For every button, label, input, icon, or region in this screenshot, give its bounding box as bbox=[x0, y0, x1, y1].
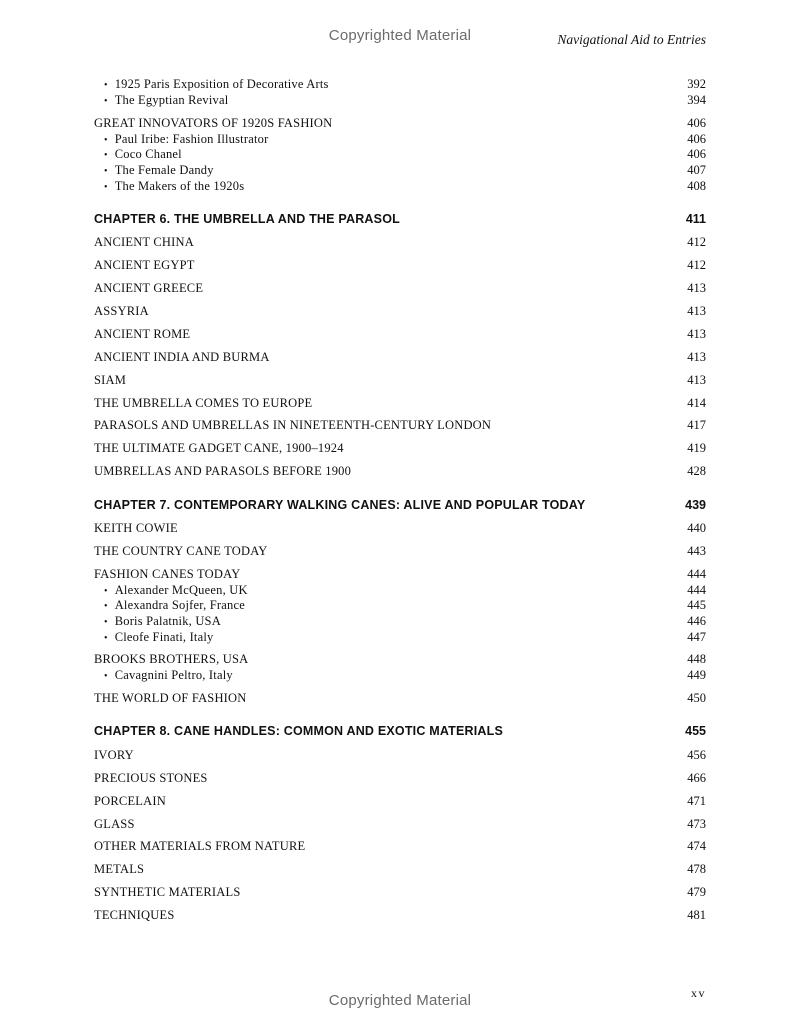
subentry bbox=[94, 178, 706, 194]
subentry bbox=[94, 613, 706, 629]
subentry bbox=[94, 92, 706, 108]
section-entry bbox=[94, 907, 706, 923]
entry-page-number: 412 bbox=[687, 258, 706, 272]
entry-title: • Coco Chanel bbox=[94, 146, 182, 164]
entry-page-number: 419 bbox=[687, 441, 706, 455]
entry-page-number: 406 bbox=[687, 147, 706, 161]
entry-page-number: 450 bbox=[687, 691, 706, 705]
entry-title: • Alexandra Sojfer, France bbox=[94, 597, 245, 615]
entry-title: • Cleofe Finati, Italy bbox=[94, 629, 213, 647]
entry-title: • The Female Dandy bbox=[94, 162, 214, 180]
section-entry bbox=[94, 651, 706, 667]
entry-page-number: 445 bbox=[687, 598, 706, 612]
entry-page-number: 444 bbox=[687, 567, 706, 581]
entry-page-number: 443 bbox=[687, 544, 706, 558]
entry-page-number: 414 bbox=[687, 396, 706, 410]
entry-title: THE WORLD OF FASHION bbox=[94, 691, 247, 705]
entry-page-number: 481 bbox=[687, 908, 706, 922]
entry-page-number: 479 bbox=[687, 885, 706, 899]
subentry bbox=[94, 76, 706, 92]
section-entry bbox=[94, 793, 706, 809]
entry-title: ANCIENT INDIA AND BURMA bbox=[94, 350, 270, 364]
entry-title: CHAPTER 7. CONTEMPORARY WALKING CANES: ALIVE AND POPULAR TODAY bbox=[94, 498, 586, 512]
entry-page-number: 417 bbox=[687, 418, 706, 432]
entry-title: • Alexander McQueen, UK bbox=[94, 582, 248, 600]
entry-page-number: 394 bbox=[687, 93, 706, 107]
entry-page-number: 411 bbox=[685, 212, 706, 226]
section-entry bbox=[94, 520, 706, 536]
subentry bbox=[94, 162, 706, 178]
copyright-watermark-bottom: Copyrighted Material bbox=[328, 992, 472, 1009]
section-entry bbox=[94, 326, 706, 342]
entry-page-number: 456 bbox=[687, 748, 706, 762]
section-entry bbox=[94, 770, 706, 786]
entry-title: TECHNIQUES bbox=[94, 908, 175, 922]
section-entry bbox=[94, 543, 706, 559]
entry-title: ANCIENT CHINA bbox=[94, 235, 194, 249]
entry-page-number: 439 bbox=[685, 498, 706, 512]
subentry bbox=[94, 131, 706, 147]
entry-title: • 1925 Paris Exposition of Decorative Arts bbox=[94, 76, 329, 94]
section-entry bbox=[94, 440, 706, 456]
running-head: Navigational Aid to Entries bbox=[557, 32, 706, 47]
section-entry bbox=[94, 417, 706, 433]
entry-page-number: 407 bbox=[687, 163, 706, 177]
entry-title: CHAPTER 8. CANE HANDLES: COMMON AND EXOTIC MATERIALS bbox=[94, 724, 504, 738]
entry-title: • Boris Palatnik, USA bbox=[94, 613, 221, 631]
entry-page-number: 413 bbox=[687, 373, 706, 387]
entry-page-number: 446 bbox=[687, 614, 706, 628]
entry-page-number: 478 bbox=[687, 862, 706, 876]
entry-title: IVORY bbox=[94, 748, 134, 762]
entry-title: • The Egyptian Revival bbox=[94, 92, 228, 110]
entry-title: BROOKS BROTHERS, USA bbox=[94, 652, 249, 666]
entry-title: GREAT INNOVATORS OF 1920S FASHION bbox=[94, 116, 333, 130]
section-entry bbox=[94, 115, 706, 131]
entry-page-number: 413 bbox=[687, 304, 706, 318]
section-entry bbox=[94, 372, 706, 388]
entry-page-number: 413 bbox=[687, 350, 706, 364]
entry-title: GLASS bbox=[94, 817, 135, 831]
chapter-entry bbox=[94, 723, 706, 739]
entry-title: OTHER MATERIALS FROM NATURE bbox=[94, 839, 306, 853]
entry-page-number: 466 bbox=[687, 771, 706, 785]
entry-page-number: 428 bbox=[687, 464, 706, 478]
section-entry bbox=[94, 463, 706, 479]
entry-page-number: 440 bbox=[687, 521, 706, 535]
entry-page-number: 449 bbox=[687, 668, 706, 682]
entry-page-number: 444 bbox=[687, 583, 706, 597]
entry-title: PRECIOUS STONES bbox=[94, 771, 208, 785]
entry-title: KEITH COWIE bbox=[94, 521, 178, 535]
section-entry bbox=[94, 861, 706, 877]
entry-title: PARASOLS AND UMBRELLAS IN NINETEENTH-CENTURY LONDON bbox=[94, 418, 492, 432]
entry-page-number: 408 bbox=[687, 179, 706, 193]
subentry bbox=[94, 146, 706, 162]
section-entry bbox=[94, 395, 706, 411]
subentry bbox=[94, 582, 706, 598]
page-number: xv bbox=[691, 986, 706, 1000]
entry-title: • Cavagnini Peltro, Italy bbox=[94, 667, 233, 685]
subentry bbox=[94, 667, 706, 683]
section-entry bbox=[94, 280, 706, 296]
section-entry bbox=[94, 349, 706, 365]
entry-title: ANCIENT ROME bbox=[94, 327, 191, 341]
section-entry bbox=[94, 884, 706, 900]
entry-page-number: 413 bbox=[687, 281, 706, 295]
subentry bbox=[94, 597, 706, 613]
entry-page-number: 412 bbox=[687, 235, 706, 249]
section-entry bbox=[94, 257, 706, 273]
section-entry bbox=[94, 303, 706, 319]
entry-title: ASSYRIA bbox=[94, 304, 149, 318]
entry-title: CHAPTER 6. THE UMBRELLA AND THE PARASOL bbox=[94, 212, 400, 226]
entry-title: ANCIENT GREECE bbox=[94, 281, 204, 295]
entry-title: ANCIENT EGYPT bbox=[94, 258, 195, 272]
entry-page-number: 474 bbox=[687, 839, 706, 853]
entry-title: UMBRELLAS AND PARASOLS BEFORE 1900 bbox=[94, 464, 352, 478]
section-entry bbox=[94, 816, 706, 832]
entry-title: THE COUNTRY CANE TODAY bbox=[94, 544, 268, 558]
section-entry bbox=[94, 838, 706, 854]
entry-title: METALS bbox=[94, 862, 145, 876]
entry-page-number: 392 bbox=[687, 77, 706, 91]
entry-page-number: 413 bbox=[687, 327, 706, 341]
entry-title: THE ULTIMATE GADGET CANE, 1900–1924 bbox=[94, 441, 344, 455]
entry-page-number: 473 bbox=[687, 817, 706, 831]
entry-page-number: 455 bbox=[685, 724, 706, 738]
entry-page-number: 447 bbox=[687, 630, 706, 644]
entry-title: SIAM bbox=[94, 373, 127, 387]
entry-page-number: 406 bbox=[687, 132, 706, 146]
chapter-entry bbox=[94, 211, 706, 227]
entry-page-number: 406 bbox=[687, 116, 706, 130]
subentry bbox=[94, 629, 706, 645]
entry-title: • Paul Iribe: Fashion Illustrator bbox=[94, 131, 268, 149]
entry-title: FASHION CANES TODAY bbox=[94, 567, 241, 581]
chapter-entry bbox=[94, 497, 706, 513]
entry-title: THE UMBRELLA COMES TO EUROPE bbox=[94, 396, 313, 410]
section-entry bbox=[94, 690, 706, 706]
section-entry bbox=[94, 747, 706, 763]
entry-page-number: 471 bbox=[687, 794, 706, 808]
entry-title: • The Makers of the 1920s bbox=[94, 178, 244, 196]
entry-title: SYNTHETIC MATERIALS bbox=[94, 885, 241, 899]
section-entry bbox=[94, 234, 706, 250]
copyright-watermark-top: Copyrighted Material bbox=[328, 27, 472, 44]
entry-page-number: 448 bbox=[687, 652, 706, 666]
section-entry bbox=[94, 566, 706, 582]
entry-title: PORCELAIN bbox=[94, 794, 166, 808]
